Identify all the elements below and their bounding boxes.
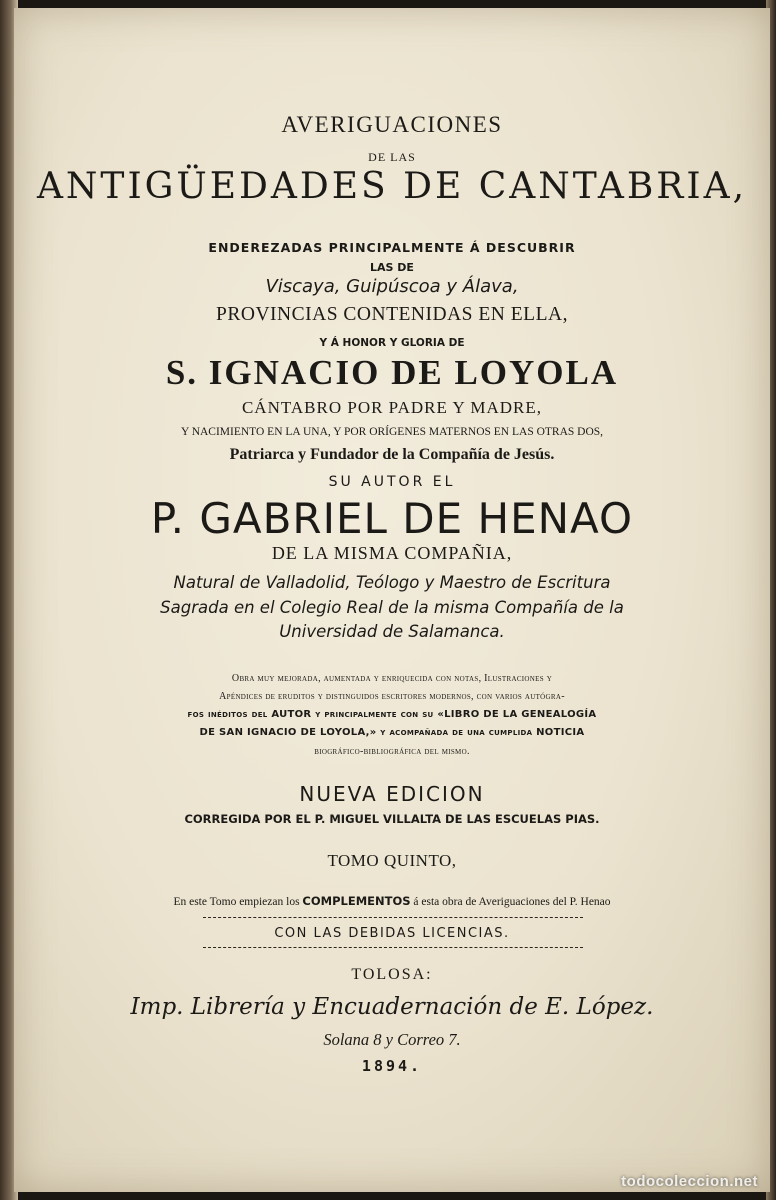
obra-line-3-d: LIBRO DE LA GENEALOGÍA (444, 709, 597, 720)
line-nacimiento: Y NACIMIENTO EN LA UNA, Y POR ORÍGENES MATERNOS EN LAS OTRAS DOS, (180, 426, 604, 438)
line-patriarca: Patriarca y Fundador de la Compañía de Jesús. (229, 446, 555, 463)
line-cantabro: CÁNTABRO POR PADRE Y MADRE, (241, 398, 543, 417)
line-year: 1894. (361, 1057, 423, 1075)
line-honor: Y Á HONOR Y GLORIA DE (319, 337, 465, 349)
line-misma-compania: DE LA MISMA COMPAÑIA, (271, 543, 513, 563)
line-tomo: TOMO QUINTO, (327, 851, 457, 870)
line-enderezadas: ENDEREZADAS PRINCIPALMENTE Á DESCUBRIR (208, 240, 576, 255)
obra-line-3-b: AUTOR (271, 709, 312, 720)
decorative-rule-top (203, 917, 583, 921)
obra-line-3 (14, 709, 770, 720)
title-line-averiguaciones: AVERIGUACIONES (281, 112, 503, 137)
line-regions: Viscaya, Guipúscoa y Álava, (265, 276, 519, 297)
obra-line-2: Apéndices de eruditos y distinguidos escritores modernos, con varios autógra- (219, 691, 565, 702)
line-licencias: CON LAS DEBIDAS LICENCIAS. (274, 926, 510, 941)
title-line-antiguedades: ANTIGÜEDADES DE CANTABRIA, (36, 166, 748, 207)
en-este-c: á esta obra de Averiguaciones del P. Henao (410, 896, 611, 908)
title-line-de-las: DE LAS (368, 150, 416, 164)
obra-line-4-a: DE SAN IGNACIO DE LOYOLA (199, 727, 366, 738)
obra-line-1: Obra muy mejorada, aumentada y enriquecida con notas, Ilustraciones y (231, 673, 553, 684)
obra-line-5: biográfico-bibliográfica del mismo. (314, 746, 470, 757)
obra-line-4-b: ,» y acompañada de una cumplida (365, 727, 537, 738)
watermark: todocoleccion.net (621, 1173, 758, 1190)
line-universidad: Universidad de Salamanca. (279, 622, 505, 641)
decorative-rule-bottom (203, 947, 583, 951)
line-su-autor: SU AUTOR EL (328, 474, 456, 490)
en-este-a: En este Tomo empiezan los (173, 896, 303, 908)
title-page (14, 8, 770, 1192)
line-provincias: PROVINCIAS CONTENIDAS EN ELLA, (216, 304, 568, 325)
author-name: P. GABRIEL DE HENAO (150, 494, 634, 543)
line-nueva-edicion: NUEVA EDICION (299, 782, 485, 806)
line-natural: Natural de Valladolid, Teólogo y Maestro de Escritura (173, 573, 611, 592)
obra-line-3-c: y principalmente con su « (311, 709, 445, 720)
line-sagrada: Sagrada en el Colegio Real de la misma Compañía de la (160, 598, 624, 617)
line-imprenta: Imp. Librería y Encuadernación de E. López. (130, 994, 654, 1020)
obra-line-3-a: fos inéditos del (187, 709, 272, 720)
line-solana: Solana 8 y Correo 7. (323, 1030, 461, 1049)
line-en-este-tomo (14, 894, 770, 908)
en-este-b: COMPLEMENTOS (302, 894, 411, 908)
obra-line-4-c: NOTICIA (536, 727, 585, 738)
obra-line-4 (14, 727, 770, 738)
line-ignacio: S. IGNACIO DE LOYOLA (165, 353, 619, 392)
line-tolosa: TOLOSA: (351, 966, 433, 983)
line-las-de: LAS DE (370, 261, 414, 274)
line-corregida: CORREGIDA POR EL P. MIGUEL VILLALTA DE LAS ESCUELAS PIAS. (184, 812, 600, 826)
